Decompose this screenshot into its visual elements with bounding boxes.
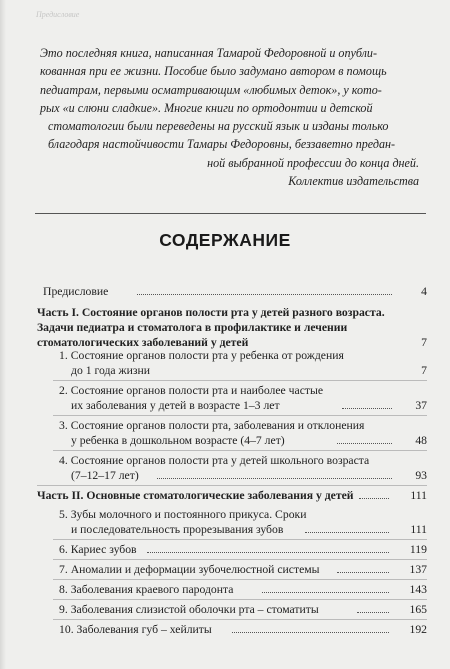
toc-entry-label: Часть II. Основные стоматологические заболевания у детей (37, 489, 354, 502)
toc-page-number: 48 (415, 434, 427, 447)
entry-separator (53, 599, 427, 600)
leader-dots (357, 611, 389, 613)
toc-page-number: 137 (409, 563, 427, 576)
running-head: Предисловие (36, 10, 80, 19)
toc-page-number: 143 (409, 583, 427, 596)
toc-entry-label: 4. Состояние органов полости рта у детей школьного возраста (59, 454, 370, 467)
toc-entry-label: 3. Состояние органов полости рта, заболевания и отклонения (59, 419, 365, 432)
toc-entry-label: 7. Аномалии и деформации зубочелюстной системы (59, 563, 320, 576)
toc-entry-label: (7–12–17 лет) (71, 469, 139, 482)
leader-dots (305, 531, 389, 533)
publisher-signature: Коллектив издательства (288, 174, 419, 189)
intro-line: педиатрам, первыми осматривающим «любимых деток», у кото- (40, 82, 382, 97)
entry-separator (37, 485, 427, 486)
toc-entry-label: Задачи педиатра и стоматолога в профилактике и лечении (37, 321, 348, 334)
toc-title: СОДЕРЖАНИЕ (159, 230, 291, 250)
toc-entry-label: Предисловие (43, 285, 109, 298)
leader-dots (337, 442, 392, 444)
intro-line: благодаря настойчивости Тамары Федоровны, беззаветно предан- (48, 137, 396, 152)
toc-entry-label: 5. Зубы молочного и постоянного прикуса. Сроки (59, 508, 307, 521)
toc-page-number: 93 (415, 469, 427, 482)
entry-separator (53, 579, 427, 580)
toc-entry-label: у ребенка в дошкольном возрасте (4–7 лет) (71, 434, 285, 447)
toc-entry-label: до 1 года жизни (71, 364, 150, 377)
entry-separator (53, 539, 427, 540)
leader-dots (262, 591, 389, 593)
leader-dots (147, 551, 389, 553)
leader-dots (337, 571, 389, 573)
toc-page-number: 119 (409, 543, 427, 556)
intro-line: стоматологии были переведены на русский язык и изданы только (48, 119, 389, 134)
intro-line: ной выбранной профессии до конца дней. (207, 155, 419, 170)
toc-page-number: 4 (421, 285, 427, 298)
toc-entry-label: 8. Заболевания краевого пародонта (59, 583, 234, 596)
entry-separator (53, 559, 427, 560)
toc-page-number: 7 (421, 336, 427, 349)
section-divider (35, 213, 426, 214)
toc-page-number: 165 (409, 603, 427, 616)
entry-separator (53, 380, 427, 381)
leader-dots (232, 631, 389, 633)
toc-page-number: 7 (421, 364, 427, 377)
toc-entry-label: 1. Состояние органов полости рта у ребенка от рождения (59, 349, 344, 362)
toc-entry-label: 2. Состояние органов полости рта и наиболее частые (59, 384, 324, 397)
toc-entry-label: их заболевания у детей в возрасте 1–3 лет (71, 399, 280, 412)
page-edge-shadow (0, 0, 6, 669)
toc-page-number: 37 (415, 399, 427, 412)
entry-separator (53, 415, 427, 416)
leader-dots (137, 293, 392, 295)
entry-separator (53, 619, 427, 620)
toc-entry-label: 10. Заболевания губ – хейлиты (59, 623, 212, 636)
toc-page-number: 111 (410, 523, 427, 536)
intro-line: Это последняя книга, написанная Тамарой Федоровной и опубли- (40, 46, 378, 60)
leader-dots (359, 497, 389, 499)
entry-separator (53, 450, 427, 451)
toc-entry-label: Часть I. Состояние органов полости рта у детей разного возраста. (37, 306, 385, 319)
toc-page-number: 192 (409, 623, 427, 636)
toc-entry-label: 6. Кариес зубов (59, 543, 137, 556)
intro-paragraph (40, 44, 419, 190)
toc-entry-label: и последовательность прорезывания зубов (71, 523, 284, 536)
toc-page-number: 111 (410, 489, 427, 502)
intro-line: рых «и слюни сладкие». Многие книги по ортодонтии и детской (40, 100, 373, 115)
leader-dots (342, 407, 392, 409)
leader-dots (157, 477, 392, 479)
intro-line: кованная при ее жизни. Пособие было задумано автором в помощь (40, 64, 387, 79)
toc-entry-label: 9. Заболевания слизистой оболочки рта – стоматиты (59, 603, 319, 616)
toc-entry-label: стоматологических заболеваний у детей (37, 336, 249, 349)
